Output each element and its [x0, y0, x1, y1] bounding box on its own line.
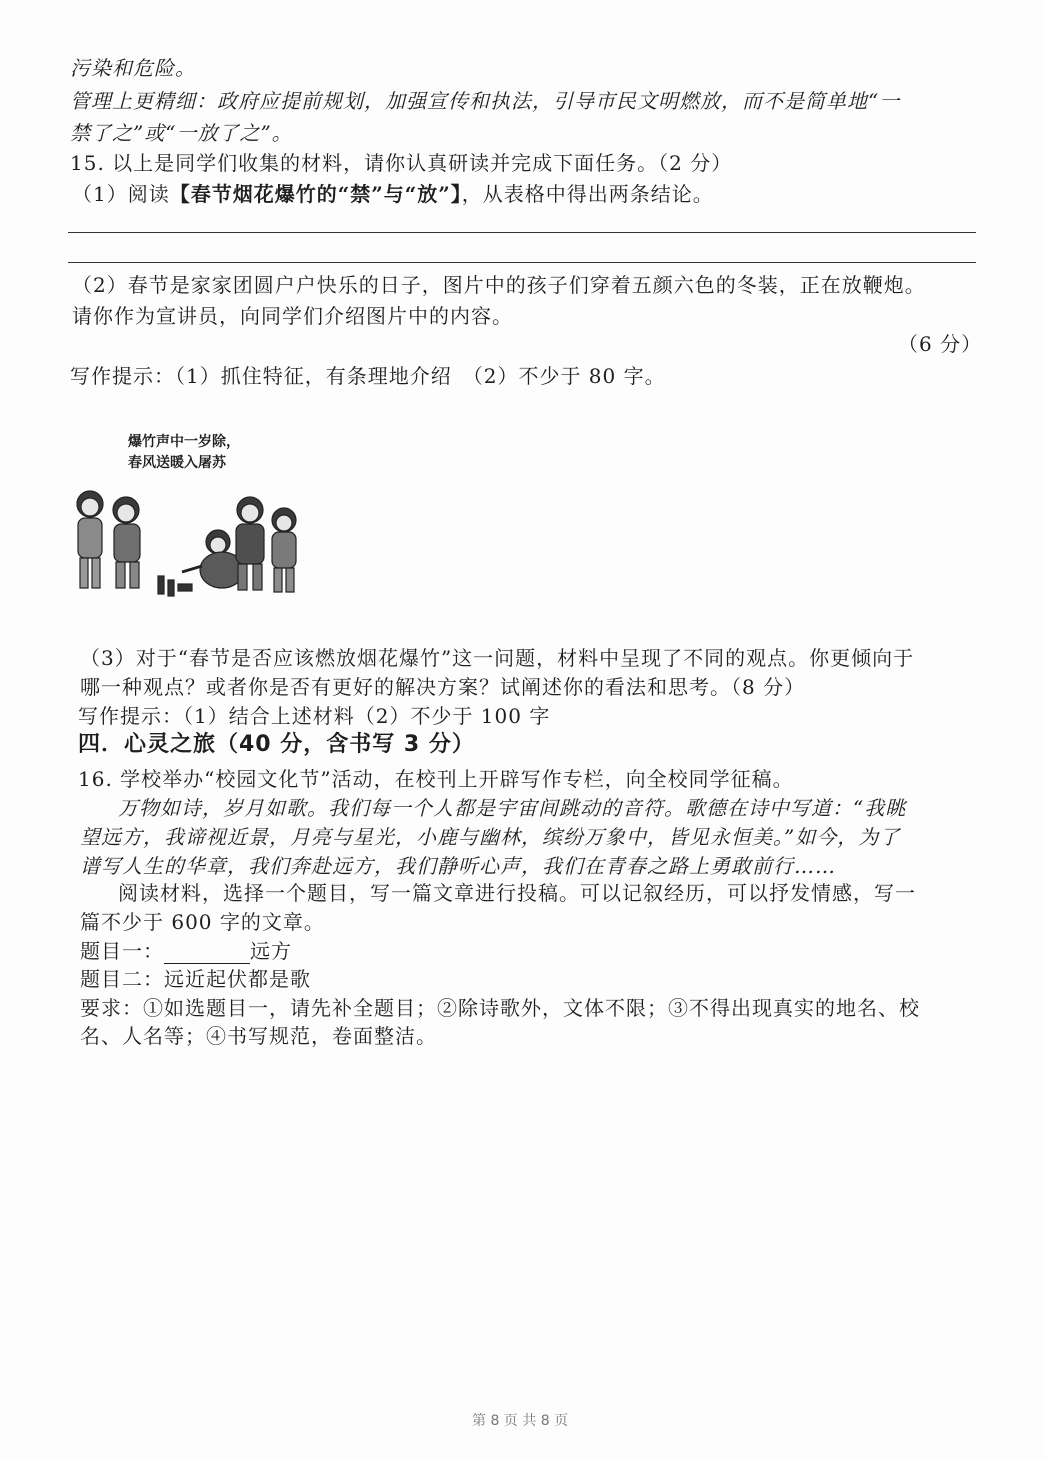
question-16: 16. 学校举办“校园文化节”活动，在校刊上开辟写作专栏，向全校同学征稿。: [78, 767, 794, 791]
text-line: 禁了之”或“一放了之”。: [70, 121, 293, 145]
section-heading: 四．心灵之旅（40 分，含书写 3 分）: [78, 732, 475, 757]
fill-in-blank: [164, 943, 250, 964]
writing-tip: 写作提示：（1）结合上述材料（2）不少于 100 字: [78, 704, 551, 728]
requirements-cont: 名、人名等；④书写规范，卷面整洁。: [80, 1024, 437, 1048]
text-span: （1）阅读: [72, 182, 170, 206]
score-label: （6 分）: [898, 332, 983, 356]
topic-one: [80, 938, 292, 964]
children-firecracker-illustration: [70, 480, 320, 605]
cartoon-caption: 春风送暖入屠苏: [128, 455, 226, 471]
topic-two: 题目二：远近起伏都是歌: [80, 967, 311, 991]
instruction-text: 篇不少于 600 字的文章。: [80, 910, 325, 934]
question-15-3-cont: 哪一种观点？或者你是否有更好的解决方案？试阐述你的看法和思考。（8 分）: [80, 675, 806, 699]
requirements: 要求：①如选题目一，请先补全题目；②除诗歌外，文体不限；③不得出现真实的地名、校: [80, 996, 920, 1020]
writing-tip: 写作提示：（1）抓住特征，有条理地介绍 （2）不少于 80 字。: [70, 364, 666, 388]
material-paragraph: 万物如诗，岁月如歌。我们每一个人都是宇宙间跳动的音符。歌德在诗中写道：“我眺: [118, 796, 907, 820]
answer-line: [68, 262, 976, 263]
text-span: 题目一：: [80, 939, 164, 963]
text-span: ，从表格中得出两条结论。: [461, 182, 714, 206]
text-line: 管理上更精细：政府应提前规划，加强宣传和执法，引导市民文明燃放，而不是简单地“一: [70, 89, 901, 113]
cartoon-caption: 爆竹声中一岁除，: [128, 434, 240, 450]
page-footer: 第 8 页 共 8 页: [472, 1413, 569, 1429]
text-span: 远方: [250, 939, 292, 963]
question-15-2-cont: 请你作为宣讲员，向同学们介绍图片中的内容。: [72, 304, 513, 328]
question-15-2: （2）春节是家家团圆户户快乐的日子，图片中的孩子们穿着五颜六色的冬装，正在放鞭炮。: [72, 273, 926, 297]
material-title: 【春节烟花爆竹的“禁”与“放”】: [169, 182, 462, 206]
question-15-3: （3）对于“春节是否应该燃放烟花爆竹”这一问题，材料中呈现了不同的观点。你更倾向于: [80, 646, 915, 670]
material-paragraph: 谱写人生的华章，我们奔赴远方，我们静听心声，我们在青春之路上勇敢前行……: [80, 854, 836, 878]
instruction-text: 阅读材料，选择一个题目，写一篇文章进行投稿。可以记叙经历，可以抒发情感，写一: [118, 881, 916, 905]
question-15: 15. 以上是同学们收集的材料，请你认真研读并完成下面任务。（2 分）: [70, 151, 733, 175]
material-paragraph: 望远方，我谛视近景，月亮与星光，小鹿与幽林，缤纷万象中，皆见永恒美。”如今，为了: [80, 825, 901, 849]
answer-line: [68, 232, 976, 233]
text-line: 污染和危险。: [70, 56, 196, 80]
question-15-1: [72, 181, 714, 207]
